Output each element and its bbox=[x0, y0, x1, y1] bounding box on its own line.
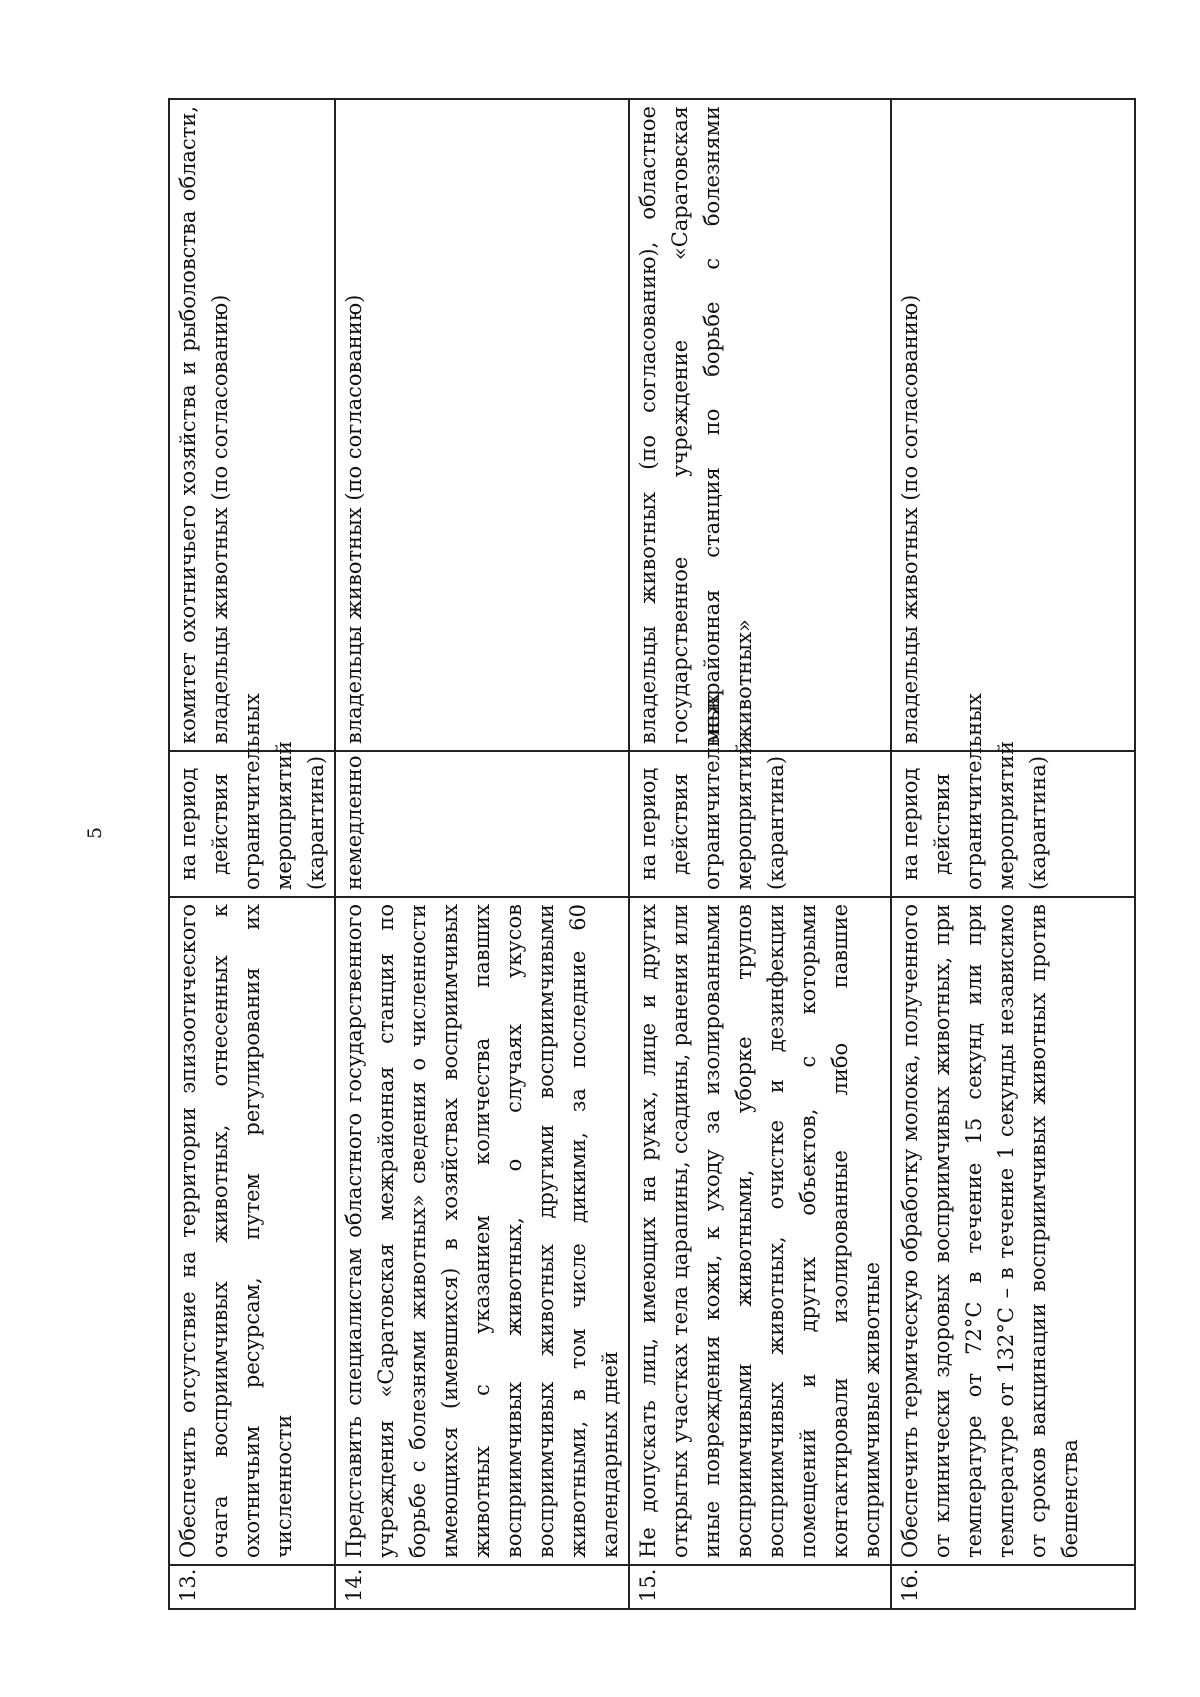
row-number: 13. bbox=[169, 1565, 335, 1609]
action-cell: Обеспечить термическую обработку молока, полученного от клинически здоровых восприимчивых животных, при температуре от 72°С в течение 15 секунд или при температуре от 132°С – в течение 1 секунды независимо от сроков вакцинации восприимчивых животных против бешенства bbox=[891, 897, 1135, 1565]
row-number: 14. bbox=[335, 1565, 629, 1609]
action-cell: Обеспечить отсутствие на территории эпизоотического очага восприимчивых животных, отнесенных к охотничьим ресурсам, путем регулирования их численности bbox=[169, 897, 335, 1565]
measures-table bbox=[168, 98, 1136, 1610]
measures-table-wrapper bbox=[168, 100, 1082, 1610]
responsible-cell: владельцы животных (по согласованию) bbox=[891, 99, 1135, 751]
table-row bbox=[335, 99, 629, 1609]
action-cell: Представить специалистам областного государственного учреждения «Саратовская межрайонная станция по борьбе с болезнями животных» сведения о численности имеющихся (имевшихся) в хозяйствах восприимчивых животных с указанием количества павших восприимчивых животных, о случаях укусов восприимчивых животных другими восприимчивыми животными, в том числе дикими, за последние 60 календарных дней bbox=[335, 897, 629, 1565]
table-row bbox=[629, 99, 891, 1609]
term-cell: на период действия ограничительных мероприятий (карантина) bbox=[891, 751, 1135, 897]
page-number: 5 bbox=[84, 826, 106, 840]
row-number: 16. bbox=[891, 1565, 1135, 1609]
action-cell: Не допускать лиц, имеющих на руках, лице и других открытых участках тела царапины, ссадины, ранения или иные повреждения кожи, к уходу за изолированными восприимчивыми животными, уборке трупов восприимчивых животных, очистке и дезинфекции помещений и других объектов, с которыми контактировали изолированные либо павшие восприимчивые животные bbox=[629, 897, 891, 1565]
term-cell: на период действия ограничительных мероприятий (карантина) bbox=[169, 751, 335, 897]
responsible-cell: владельцы животных (по согласованию) bbox=[335, 99, 629, 751]
term-cell: на период действия ограничительных мероприятий (карантина) bbox=[629, 751, 891, 897]
responsible-cell: комитет охотничьего хозяйства и рыболовства области, владельцы животных (по согласованию) bbox=[169, 99, 335, 751]
row-number: 15. bbox=[629, 1565, 891, 1609]
responsible-cell: владельцы животных (по согласованию), областное государственное учреждение «Саратовская межрайонная станция по борьбе с болезнями животных» bbox=[629, 99, 891, 751]
rotated-table-container bbox=[168, 100, 1082, 1610]
table-row bbox=[891, 99, 1135, 1609]
term-cell: немедленно bbox=[335, 751, 629, 897]
table-row bbox=[169, 99, 335, 1609]
